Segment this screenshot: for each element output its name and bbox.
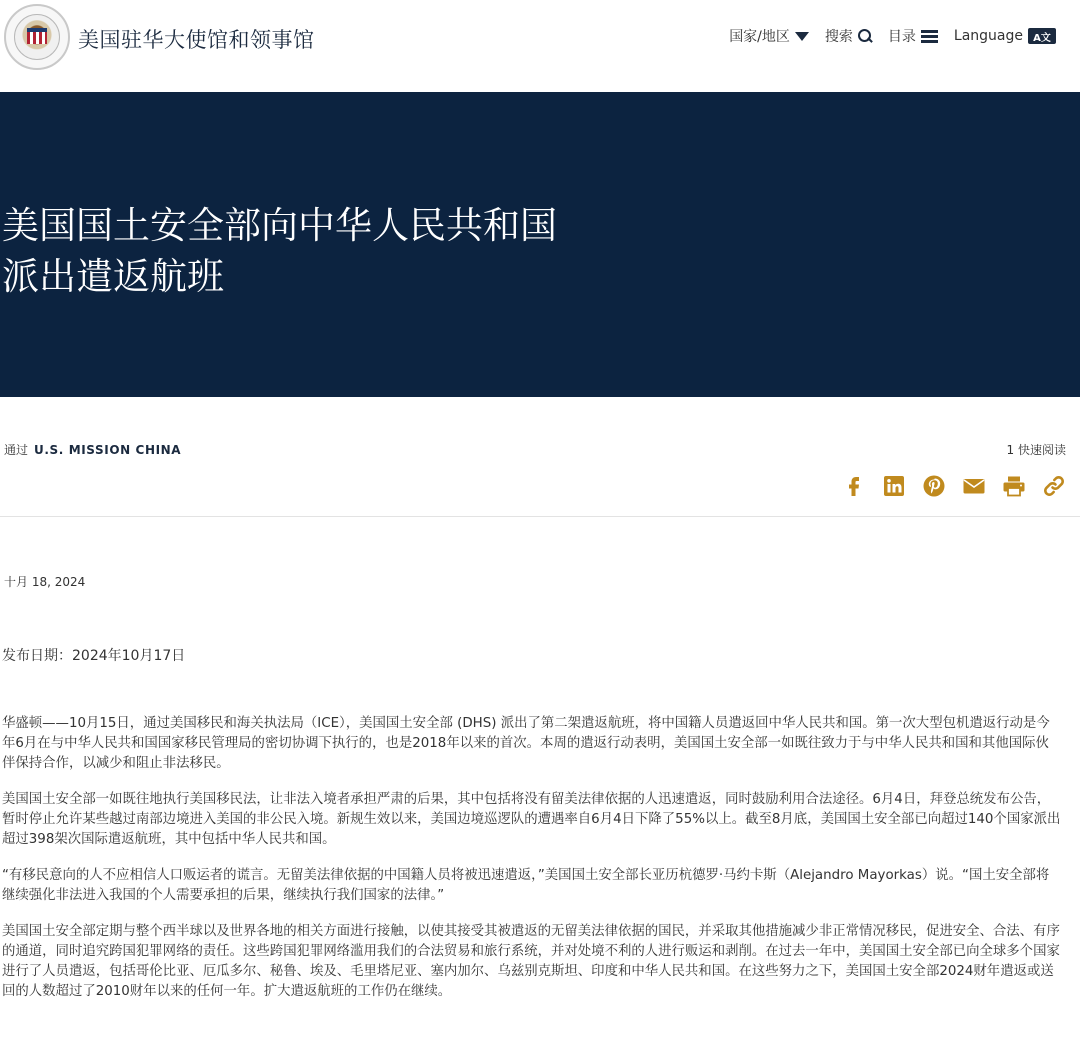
- menu-label: 目录: [887, 29, 916, 45]
- byline-org-link[interactable]: U.S. MISSION CHINA: [34, 443, 182, 457]
- linkedin-icon[interactable]: [882, 474, 906, 498]
- link-icon[interactable]: [1042, 474, 1066, 498]
- article-title-line-1: 美国国土安全部向中华人民共和国: [2, 204, 557, 247]
- article-date: 十月 18, 2024: [4, 575, 86, 589]
- article-hero: [0, 92, 1080, 397]
- article-paragraph: “有移民意向的人不应相信人口贩运者的谎言。无留美法律依据的中国籍人员将被迅速遣返，”美国国土安全部长亚历杭德罗·马约卡斯（Alejandro Mayorkas）说。“国土安全部将继续强化非法进入我国的个人需要承担的后果，继续执行我们国家的法律。”: [2, 868, 1050, 903]
- facebook-icon[interactable]: [842, 474, 866, 498]
- section-divider: [0, 516, 1080, 517]
- article-paragraph: 美国国土安全部定期与整个西半球以及世界各地的相关方面进行接触，以使其接受其被遣返的无留美法律依据的国民，并采取其他措施减少非正常情况移民，促进安全、合法、有序的通道，同时追究跨国犯罪网络的责任。这些跨国犯罪网络滥用我们的合法贸易和旅行系统，并对处境不利的人进行贩运和剥削。在过去一年中，美国国土安全部已向全球多个国家进行了人员遣返，包括哥伦比亚、厄瓜多尔、秘鲁、埃及、毛里塔尼亚、塞内加尔、乌兹别克斯坦、印度和中华人民共和国。在这些努力之下，美国国土安全部2024财年遣返或送回的人数超过了2010财年以来的任何一年。扩大遣返航班的工作仍在继续。: [2, 924, 1060, 999]
- print-icon[interactable]: [1002, 474, 1026, 498]
- search-label: 搜索: [824, 29, 853, 45]
- site-header: [0, 0, 1080, 92]
- language-button[interactable]: [954, 28, 1056, 44]
- country-region-menu[interactable]: [729, 26, 809, 46]
- country-region-label: 国家/地区: [729, 29, 790, 45]
- article-paragraph: 华盛顿——10月15日，通过美国移民和海关执法局（ICE），美国国土安全部 (DHS) 派出了第二架遣返航班，将中国籍人员遣返回中华人民共和国。第一次大型包机遣返行动是今年6月在与中华人民共和国国家移民管理局的密切协调下执行的，也是2018年以来的首次。本周的遣返行动表明，美国国土安全部一如既往致力于与中华人民共和国和其他国际伙伴保持合作，以减少和阻止非法移民。: [2, 716, 1050, 771]
- read-time: 1 快速阅读: [1006, 443, 1066, 457]
- article-title: [2, 200, 602, 302]
- shield-icon: [27, 28, 47, 44]
- language-label: Language: [953, 28, 1023, 44]
- published-date: 发布日期：2024年10月17日: [2, 648, 186, 664]
- email-icon[interactable]: [962, 474, 986, 498]
- translate-icon: A文: [1028, 28, 1056, 44]
- top-nav: [729, 26, 1056, 46]
- pinterest-icon[interactable]: [922, 474, 946, 498]
- caret-down-icon: [795, 32, 809, 41]
- hamburger-icon: [921, 30, 938, 43]
- search-button[interactable]: [825, 26, 872, 46]
- byline-prefix: 通过: [4, 443, 29, 457]
- byline: [4, 441, 181, 458]
- search-icon: [858, 29, 872, 43]
- article-body: [2, 714, 1062, 1018]
- embassy-seal-logo[interactable]: [4, 4, 70, 70]
- menu-button[interactable]: [888, 26, 938, 46]
- site-title[interactable]: 美国驻华大使馆和领事馆: [78, 28, 315, 52]
- share-bar: [842, 474, 1066, 498]
- article-title-line-2: 派出遣返航班: [2, 255, 224, 298]
- article-paragraph: 美国国土安全部一如既往地执行美国移民法，让非法入境者承担严肃的后果，其中包括将没有留美法律依据的人迅速遣返，同时鼓励利用合法途径。6月4日，拜登总统发布公告，暂时停止允许某些越过南部边境进入美国的非公民入境。新规生效以来，美国边境巡逻队的遭遇率自6月4日下降了55%以上。截至8月底，美国国土安全部已向超过140个国家派出超过398架次国际遣返航班，其中包括中华人民共和国。: [2, 792, 1061, 847]
